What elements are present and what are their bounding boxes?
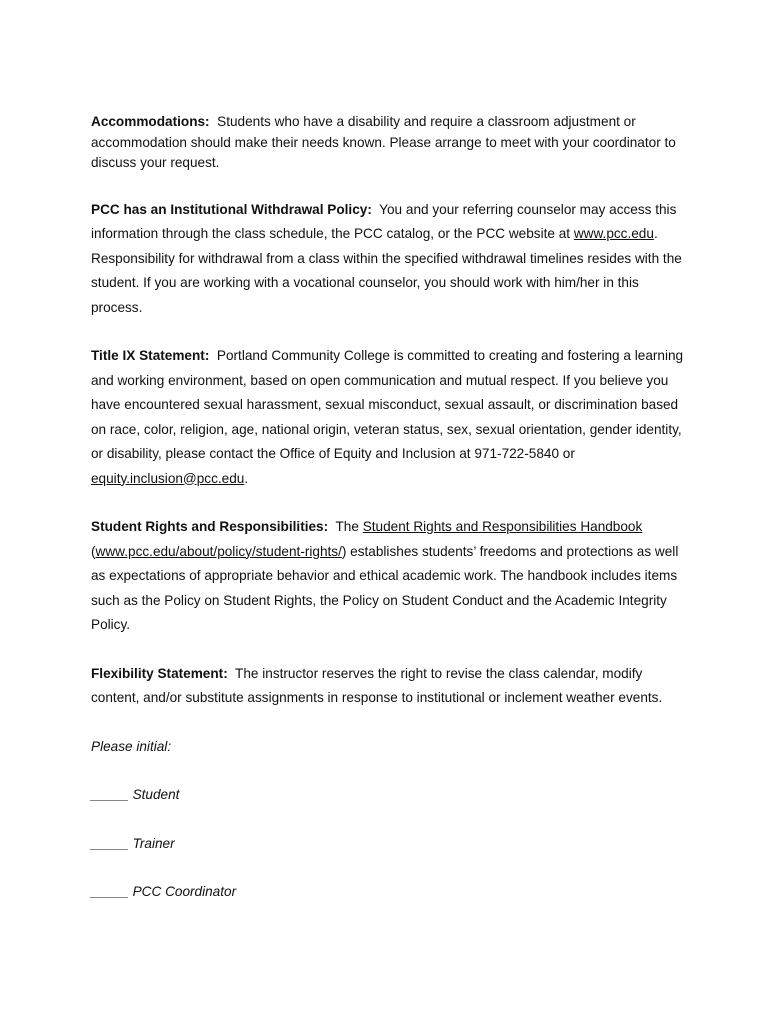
flexibility-heading: Flexibility Statement: <box>91 665 228 681</box>
withdrawal-paragraph <box>91 198 691 321</box>
withdrawal-text-1: You and your referring counselor may access this information through the class schedule, the PCC catalog, or the PCC website at <box>91 201 677 241</box>
title-ix-paragraph <box>91 344 691 491</box>
initial-line-trainer <box>91 832 691 857</box>
initial-label: Trainer <box>132 835 175 851</box>
accommodations-heading: Accommodations: <box>91 114 210 129</box>
initial-label: Student <box>132 787 180 802</box>
withdrawal-heading: PCC has an Institutional Withdrawal Policy: <box>91 201 372 217</box>
initial-line-coordinator <box>91 880 691 905</box>
accommodations-paragraph <box>91 112 691 174</box>
initial-blank[interactable]: _____ <box>91 884 129 899</box>
document-page <box>91 112 691 905</box>
initial-line-student <box>91 783 691 808</box>
withdrawal-text-2: . Responsibility for withdrawal from a class within the specified withdrawal timelines resides with the student. If you are working with a vocational counselor, you should work with him/her in this process. <box>91 226 682 315</box>
rights-text-2: ) establishes students’ freedoms and protections as well as expectations of appropriate behavior and ethical academic work. The handbook includes items such as the Policy on Student Rights, the Policy on Student Conduct and the Academic Integrity Policy. <box>91 543 679 632</box>
rights-heading: Student Rights and Responsibilities: <box>91 519 329 534</box>
student-rights-url-link[interactable]: www.pcc.edu/about/policy/student-rights/ <box>95 543 342 559</box>
rights-text-1: The <box>335 519 359 534</box>
equity-email-link[interactable]: equity.inclusion@pcc.edu <box>91 470 245 486</box>
pcc-website-link[interactable]: www.pcc.edu <box>573 226 654 241</box>
flexibility-paragraph <box>91 662 691 711</box>
initial-blank[interactable]: _____ <box>91 787 129 802</box>
rights-paragraph <box>91 515 691 638</box>
title-ix-heading: Title IX Statement: <box>91 348 210 363</box>
initial-label: PCC Coordinator <box>132 884 237 899</box>
title-ix-text-1: Portland Community College is committed to creating and fostering a learning and working environment, based on open communication and mutual respect. If you believe you have encountered sexual harassment, sexual misconduct, sexual assault, or discrimination based on race, color, religion, age, national origin, veteran status, sex, sexual orientation, gender identity, or disability, please contact the Office of Equity and Inclusion at 971-722-5840 or <box>91 348 684 461</box>
flexibility-text: The instructor reserves the right to revise the class calendar, modify content, and/or substitute assignments in response to institutional or inclement weather events. <box>91 665 663 705</box>
initial-prompt: Please initial: <box>91 738 172 754</box>
rights-paren-open: ( <box>91 543 96 559</box>
accommodations-text: Students who have a disability and require a classroom adjustment or accommodation should make their needs known. Please arrange to meet with your coordinator to discuss your request. <box>91 114 676 170</box>
initial-blank[interactable]: _____ <box>91 835 129 851</box>
title-ix-text-2: . <box>244 470 249 486</box>
handbook-link[interactable]: Student Rights and Responsibilities Handbook <box>362 519 643 534</box>
